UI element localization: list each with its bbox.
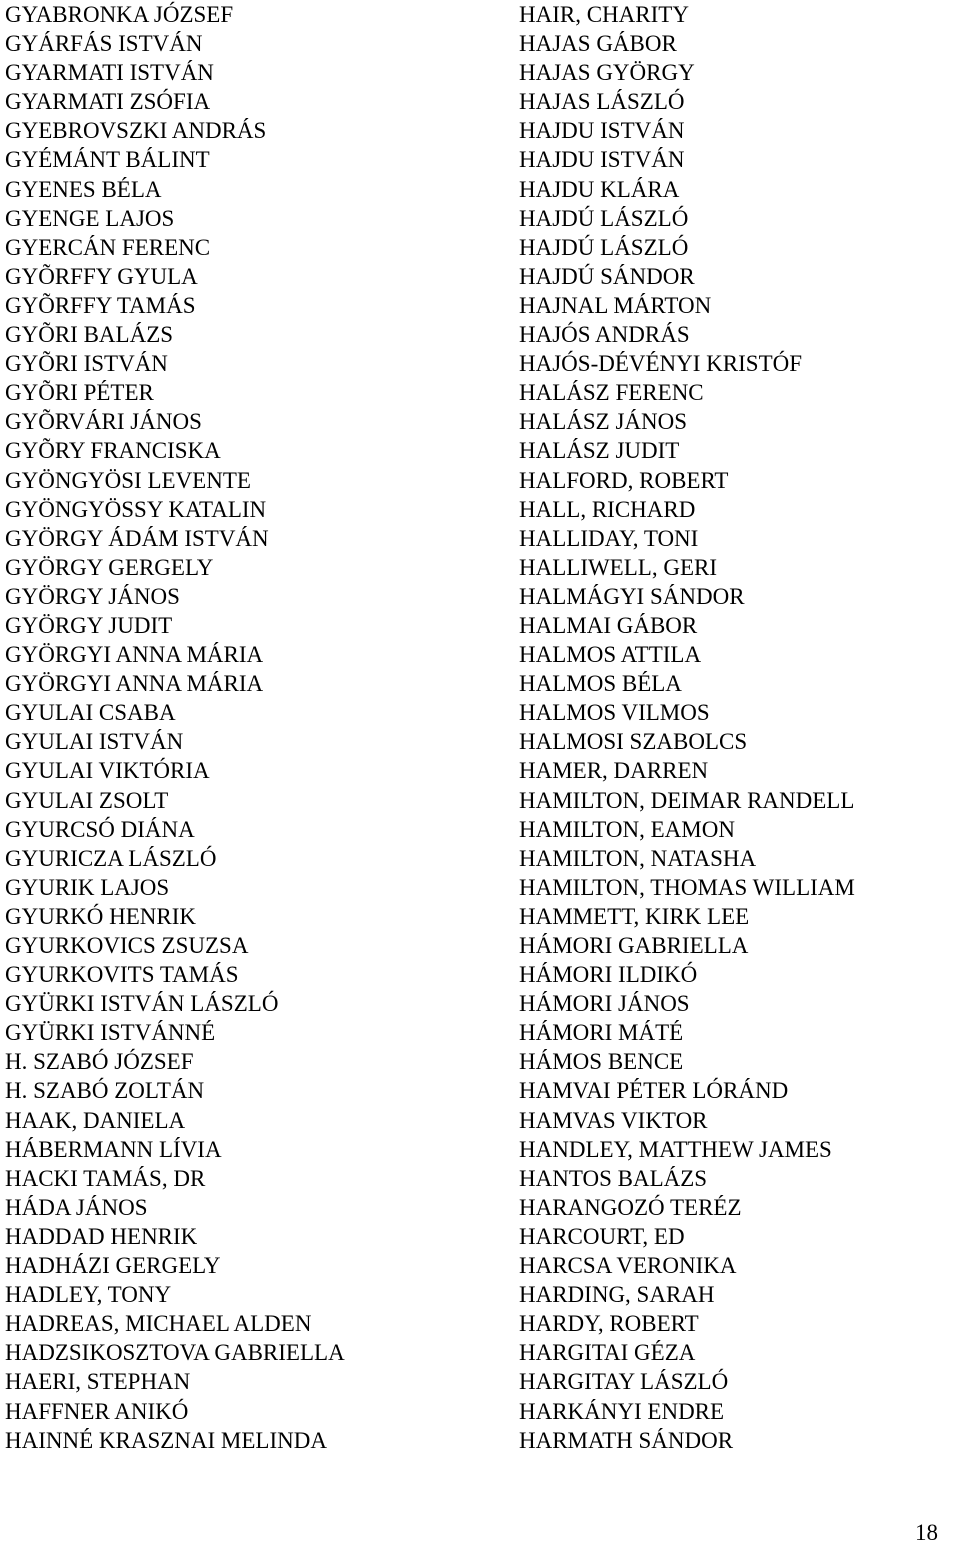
name-entry: HAJDÚ SÁNDOR [519,263,695,289]
name-entry: HAMVAS VIKTOR [519,1107,708,1133]
name-entry: GYÁRFÁS ISTVÁN [5,31,203,57]
name-entry: GYÖRGYI ANNA MÁRIA [5,671,264,697]
name-entry: HALMÁGYI SÁNDOR [519,583,745,609]
name-entry: HACKI TAMÁS, DR [5,1165,206,1191]
name-entry: HALÁSZ FERENC [519,380,704,406]
name-entry: GYÉMÁNT BÁLINT [5,147,210,173]
name-entry: GYÖRGY JUDIT [5,612,173,638]
name-entry: GYURKOVICS ZSUZSA [5,933,249,958]
name-entry: HADHÁZI GERGELY [5,1253,221,1279]
name-entry: HAJAS GÁBOR [519,31,677,57]
name-entry: GYULAI CSABA [5,700,176,726]
name-entry: HADDAD HENRIK [5,1223,198,1249]
name-entry: GYEBROVSZKI ANDRÁS [5,118,267,144]
name-entry: GYARMATI ISTVÁN [5,60,214,86]
name-entry: HALÁSZ JUDIT [519,438,680,464]
name-entry: HAJDU KLÁRA [519,176,680,202]
name-entry: HALMOS BÉLA [519,671,682,697]
name-entry: HARCOURT, ED [519,1223,685,1249]
name-entry: HAMILTON, NATASHA [519,845,757,871]
name-entry: HAMMETT, KIRK LEE [519,903,750,929]
name-entry: HAFFNER ANIKÓ [5,1398,189,1424]
name-entry: HALMOSI SZABOLCS [519,729,748,755]
name-entry: HALLIDAY, TONI [519,525,699,551]
name-entry: HAERI, STEPHAN [5,1369,191,1395]
name-entry: HÁDA JÁNOS [5,1194,148,1220]
name-entry: GYÖRGYI ANNA MÁRIA [5,642,264,668]
name-entry: HALÁSZ JÁNOS [519,409,688,435]
name-entry: GYURKOVITS TAMÁS [5,962,239,988]
name-entry: GYÕRY FRANCISKA [5,438,221,464]
name-entry: HAJNAL MÁRTON [519,292,712,318]
name-entry: HALMOS ATTILA [519,642,702,668]
name-entry: HAJÓS-DÉVÉNYI KRISTÓF [519,351,803,377]
name-entry: GYÕRFFY GYULA [5,263,198,289]
name-entry: GYURKÓ HENRIK [5,903,197,929]
name-entry: HAJDÚ LÁSZLÓ [519,205,689,231]
name-entry: HADLEY, TONY [5,1282,172,1308]
name-entry: HÁMORI MÁTÉ [519,1020,684,1046]
name-entry: HÁBERMANN LÍVIA [5,1136,222,1162]
name-entry: HARCSA VERONIKA [519,1253,737,1279]
name-entry: GYARMATI ZSÓFIA [5,89,211,115]
name-entry: HARDY, ROBERT [519,1311,699,1337]
name-entry: GYÖNGYÖSI LEVENTE [5,467,251,493]
name-entry: HALMOS VILMOS [519,700,710,726]
name-entry: HADREAS, MICHAEL ALDEN [5,1311,312,1337]
name-list-left-column [5,0,505,1455]
name-entry: HAMER, DARREN [519,758,709,784]
name-entry: GYULAI ZSOLT [5,787,169,813]
name-entry: HAAK, DANIELA [5,1107,186,1133]
name-entry: GYÕRI BALÁZS [5,322,174,348]
name-entry: GYURCSÓ DIÁNA [5,816,195,842]
name-entry: HAJDU ISTVÁN [519,118,685,144]
name-entry: HAIR, CHARITY [519,2,689,27]
name-entry: HARANGOZÓ TERÉZ [519,1194,742,1220]
name-entry: HÁMORI JÁNOS [519,991,690,1017]
name-entry: HAJAS LÁSZLÓ [519,89,685,115]
name-entry: HAMILTON, THOMAS WILLIAM [519,874,855,900]
name-entry: HARMATH SÁNDOR [519,1427,734,1453]
name-entry: HANDLEY, MATTHEW JAMES [519,1136,832,1162]
name-entry: HAMVAI PÉTER LÓRÁND [519,1078,789,1104]
name-entry: HALL, RICHARD [519,496,696,522]
name-entry: HARKÁNYI ENDRE [519,1398,725,1424]
name-entry: HALFORD, ROBERT [519,467,729,493]
name-entry: GYERCÁN FERENC [5,234,211,260]
name-entry: HÁMOS BENCE [519,1049,684,1075]
name-entry: GYÜRKI ISTVÁNNÉ [5,1020,216,1046]
name-entry: GYÜRKI ISTVÁN LÁSZLÓ [5,991,279,1017]
name-entry: GYÕRI ISTVÁN [5,351,168,377]
name-entry: HAJDU ISTVÁN [519,147,685,173]
name-entry: GYURICZA LÁSZLÓ [5,845,217,871]
name-list-right-column [519,0,955,1455]
name-entry: GYÕRVÁRI JÁNOS [5,409,202,435]
name-entry: HAJDÚ LÁSZLÓ [519,234,689,260]
name-entry: GYENGE LAJOS [5,205,175,231]
name-entry: HARGITAY LÁSZLÓ [519,1369,729,1395]
name-entry: HALLIWELL, GERI [519,554,717,580]
name-entry: HARGITAI GÉZA [519,1340,696,1366]
name-entry: HAINNÉ KRASZNAI MELINDA [5,1427,327,1453]
name-entry: HAJÓS ANDRÁS [519,322,690,348]
name-entry: HAJAS GYÖRGY [519,60,695,86]
name-entry: HAMILTON, EAMON [519,816,735,842]
name-entry: GYENES BÉLA [5,176,162,202]
name-entry: HANTOS BALÁZS [519,1165,708,1191]
name-entry: GYURIK LAJOS [5,874,170,900]
name-entry: GYULAI VIKTÓRIA [5,758,210,784]
name-entry: H. SZABÓ ZOLTÁN [5,1078,205,1104]
name-entry: H. SZABÓ JÓZSEF [5,1049,194,1075]
name-entry: GYULAI ISTVÁN [5,729,184,755]
name-entry: GYÖRGY JÁNOS [5,583,180,609]
name-entry: GYÖRGY ÁDÁM ISTVÁN [5,525,269,551]
name-entry: GYABRONKA JÓZSEF [5,2,234,27]
page-number: 18 [915,1520,938,1545]
name-entry: GYÕRFFY TAMÁS [5,292,196,318]
name-entry: HAMILTON, DEIMAR RANDELL [519,787,855,813]
name-entry: GYÕRI PÉTER [5,380,154,406]
name-entry: HADZSIKOSZTOVA GABRIELLA [5,1340,345,1366]
name-entry: HÁMORI GABRIELLA [519,933,749,958]
name-entry: HÁMORI ILDIKÓ [519,962,698,988]
name-entry: GYÖRGY GERGELY [5,554,214,580]
name-entry: HARDING, SARAH [519,1282,715,1308]
name-entry: GYÖNGYÖSSY KATALIN [5,496,267,522]
name-entry: HALMAI GÁBOR [519,612,698,638]
